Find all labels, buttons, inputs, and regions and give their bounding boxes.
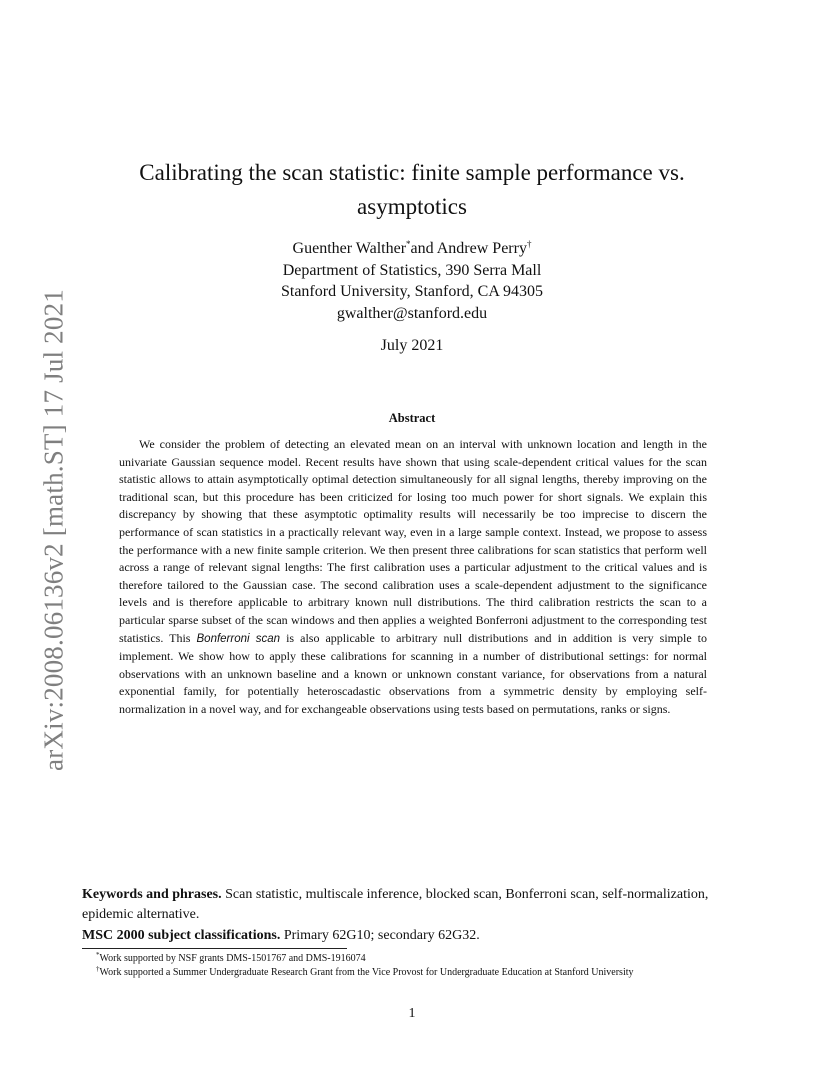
abstract-body	[119, 436, 707, 719]
abstract-text-part-1: We consider the problem of detecting an elevated mean on an interval with unknown location and length in the univariate Gaussian sequence model. Recent results have shown that using scale-dependent critical values for the scan statistic allows to attain asymptotically optimal detection simultaneously for all signal lengths, thereby improving on the traditional scan, but this procedure has been criticized for losing too much power for short signals. We explain this discrepancy by showing that these asymptotic optimality results will necessarily be too imprecise to discern the performance of scan statistics in a practically relevant way, even in a large sample context. Instead, we propose to assess the performance with a new finite sample criterion. We then present three calibrations for scan statistics that perform well across a range of relevant signal lengths: The first calibration uses a particular adjustment to the critical values and is therefore tailored to the Gaussian case. The second calibration uses a scale-dependent adjustment to the significance levels and is therefore applicable to arbitrary known null distributions. The third calibration restricts the scan to a particular sparse subset of the scan windows and then applies a weighted Bonferroni adjustment to the corresponding test statistics. This	[119, 437, 707, 645]
footnote-2	[96, 966, 756, 979]
abstract-text-part-2: is also applicable to arbitrary null distributions and in addition is very simple to implement. We show how to apply these calibrations for scanning in a number of distributional settings: for normal observations with an unknown baseline and a known or unknown constant variance, for observations from a natural exponential family, for potentially heteroscadastic observations from a symmetric density by employing self-normalization in a novel way, and for exchangeable observations using tests based on permutations, ranks or signs.	[119, 630, 708, 716]
footnote-1-text: Work supported by NSF grants DMS-1501767 and DMS-1916074	[99, 953, 366, 964]
affiliation-address: Stanford University, Stanford, CA 94305	[280, 283, 544, 300]
abstract-emphasis: Bonferroni scan	[196, 632, 281, 645]
affiliation-department: Department of Statistics, 390 Serra Mall	[282, 261, 542, 279]
footnote-1	[96, 952, 756, 965]
msc-text: Primary 62G10; secondary 62G32.	[280, 928, 480, 943]
paper-date: July 2021	[380, 337, 444, 354]
keywords-text: Scan statistic, multiscale inference, blocked scan, Bonferroni scan, self-normalization, epidemic alternative.	[82, 887, 709, 922]
msc-classifications	[82, 926, 745, 946]
keywords-label: Keywords and phrases.	[82, 887, 222, 902]
author-2-footnote-mark: †	[526, 239, 532, 249]
author-block	[200, 238, 624, 324]
footnote-1-mark: *	[96, 951, 100, 959]
msc-label: MSC 2000 subject classifications.	[82, 928, 281, 943]
footnote-2-text: Work supported a Summer Undergraduate Research Grant from the Vice Provost for Undergraduate Education at Stanford University	[99, 967, 634, 978]
author-line	[200, 238, 624, 260]
abstract-heading: Abstract	[388, 411, 436, 425]
author-1-name: Guenther Walther	[292, 240, 407, 257]
author-email: gwalther@stanford.edu	[336, 304, 488, 322]
author-1-footnote-mark: *	[406, 239, 411, 249]
arxiv-identifier-stamp: arXiv:2008.06136v2 [math.ST] 17 Jul 2021	[38, 289, 69, 771]
paper-title: Calibrating the scan statistic: finite sample performance vs. asymptotics	[139, 160, 685, 219]
footnote-separator	[82, 948, 347, 949]
author-connector: and Andrew Perry	[410, 240, 527, 257]
keywords-paragraph	[82, 885, 745, 925]
page-number: 1	[408, 1006, 416, 1021]
footnote-2-mark: †	[96, 965, 100, 973]
